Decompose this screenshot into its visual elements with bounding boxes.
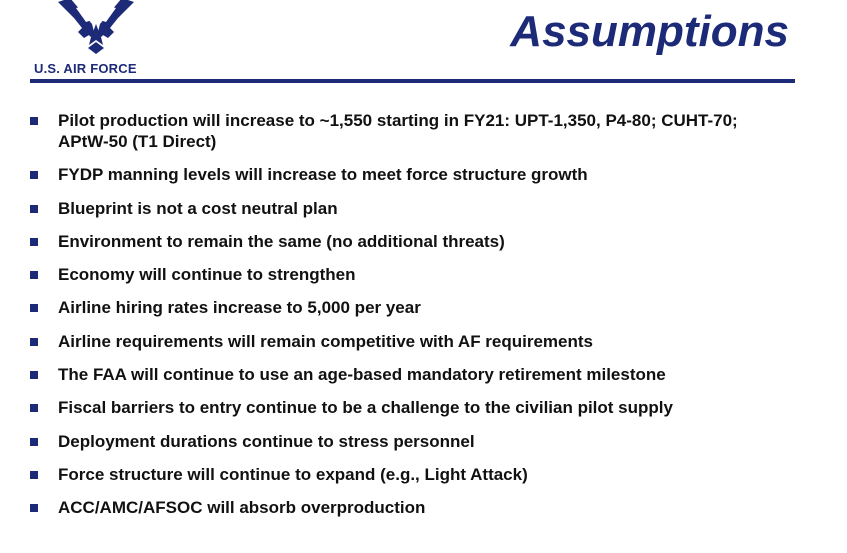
list-item — [30, 364, 790, 385]
list-item — [30, 497, 790, 518]
square-bullet-icon — [30, 238, 38, 246]
air-force-logo — [30, 0, 160, 80]
list-item-text: Economy will continue to strengthen — [58, 265, 356, 285]
list-item-text: Deployment durations continue to stress personnel — [58, 431, 475, 451]
list-item-text: Pilot production will increase to ~1,550 starting in FY21: UPT-1,350, P4-80; CUHT-70; APtW-50 (T1 Direct) — [58, 111, 738, 151]
list-item — [30, 264, 790, 285]
square-bullet-icon — [30, 471, 38, 479]
list-item-text: Airline requirements will remain competitive with AF requirements — [58, 331, 594, 351]
list-item — [30, 431, 790, 452]
square-bullet-icon — [30, 404, 38, 412]
square-bullet-icon — [30, 371, 38, 379]
page-title: Assumptions — [510, 7, 789, 56]
list-item-text: Environment to remain the same (no additional threats) — [58, 231, 505, 251]
list-item-text: The FAA will continue to use an age-based mandatory retirement milestone — [58, 365, 666, 385]
list-item-text: Force structure will continue to expand (e.g., Light Attack) — [58, 464, 528, 484]
list-item — [30, 297, 790, 318]
assumption-list — [30, 110, 790, 531]
list-item — [30, 231, 790, 252]
square-bullet-icon — [30, 205, 38, 213]
list-item — [30, 164, 790, 185]
list-item — [30, 110, 790, 152]
square-bullet-icon — [30, 438, 38, 446]
list-item — [30, 464, 790, 485]
list-item-text: ACC/AMC/AFSOC will absorb overproduction — [58, 498, 426, 518]
square-bullet-icon — [30, 171, 38, 179]
square-bullet-icon — [30, 338, 38, 346]
title-divider — [30, 79, 795, 83]
logo-text: U.S. AIR FORCE — [34, 61, 137, 76]
air-force-symbol-icon — [56, 0, 136, 56]
list-item — [30, 198, 790, 219]
list-item-text: Blueprint is not a cost neutral plan — [58, 198, 338, 218]
list-item-text: Fiscal barriers to entry continue to be a challenge to the civilian pilot supply — [58, 398, 673, 418]
square-bullet-icon — [30, 117, 38, 125]
list-item-text: Airline hiring rates increase to 5,000 per year — [58, 298, 421, 318]
square-bullet-icon — [30, 271, 38, 279]
list-item — [30, 331, 790, 352]
square-bullet-icon — [30, 304, 38, 312]
square-bullet-icon — [30, 504, 38, 512]
list-item — [30, 397, 790, 418]
list-item-text: FYDP manning levels will increase to meet force structure growth — [58, 165, 588, 185]
